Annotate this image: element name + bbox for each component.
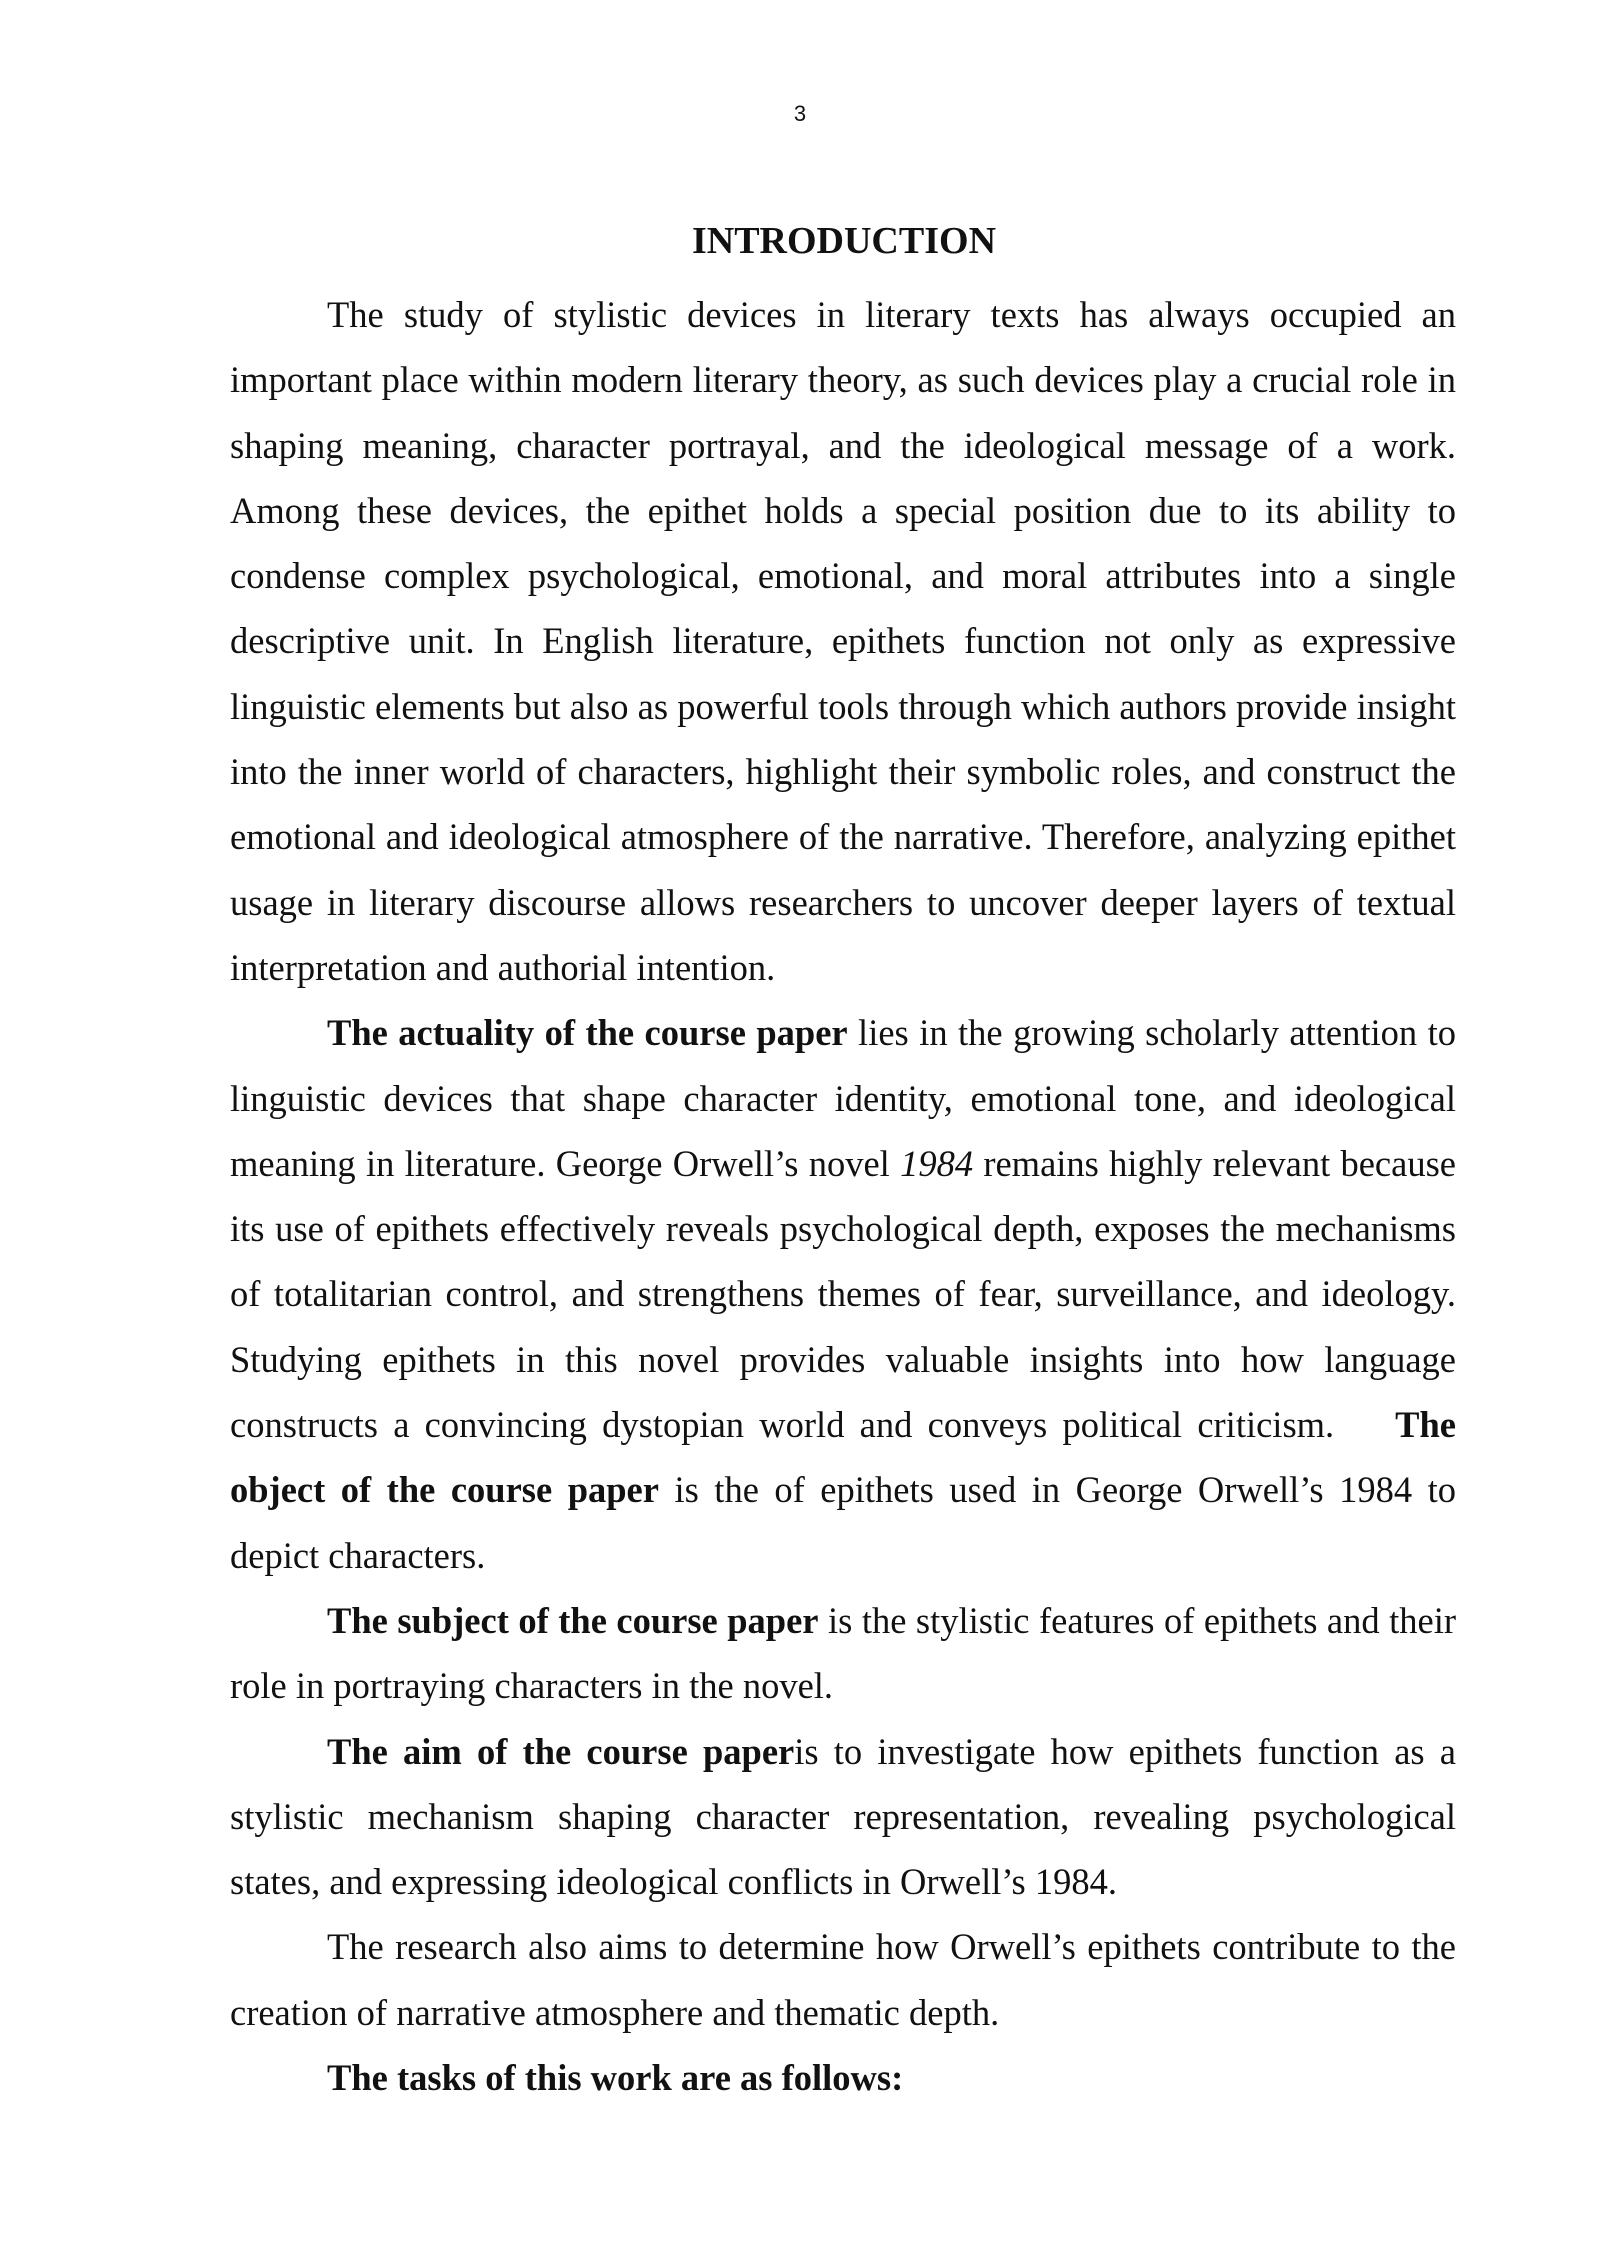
paragraph-actuality	[230, 1000, 1466, 1588]
paragraph-research: The research also aims to determine how Orwell’s epithets contribute to the creation of narrative atmosphere and thematic depth.	[230, 1926, 1456, 2033]
object-lead: The object of the course paper	[230, 1404, 1456, 1511]
aim-lead: The aim of the course paper	[327, 1730, 795, 1772]
actuality-text-a: lies in the growing scholarly attention to linguistic devices that shape character identity, emotional tone, and ideological meaning in literature. George Orwell’s novel	[230, 1012, 1456, 1184]
aim-text: is to investigate how epithets function as a stylistic mechanism shaping character representation, revealing psychological states, and expressing ideological conflicts in Orwell’s 1984.	[230, 1730, 1457, 1903]
subject-text: is the stylistic features of epithets and their role in portraying characters in the novel.	[230, 1599, 1456, 1707]
paragraph-tasks-heading: The tasks of this work are as follows:	[327, 2057, 904, 2099]
section-heading: INTRODUCTION	[691, 220, 997, 262]
paragraph-subject	[230, 1588, 1456, 1719]
paragraph-introduction: The study of stylistic devices in literary texts has always occupied an important place within modern literary theory, as such devices play a crucial role in shaping meaning, character portrayal, and the ideological message of a work. Among these devices, the epithet holds a special position due to its ability to condense complex psychological, emotional, and moral attributes into a single descriptive unit. In English literature, epithets function not only as expressive linguistic elements but also as powerful tools through which authors provide insight into the inner world of characters, highlight their symbolic roles, and construct the emotional and ideological atmosphere of the narrative. Therefore, analyzing epithet usage in literary discourse allows researchers to uncover deeper layers of textual interpretation and authorial intention.	[230, 294, 1456, 988]
page-number: 3	[793, 101, 807, 126]
paragraph-aim	[230, 1719, 1456, 1915]
subject-lead: The subject of the course paper	[327, 1599, 819, 1641]
novel-title: 1984	[900, 1142, 974, 1184]
actuality-lead: The actuality of the course paper	[327, 1012, 848, 1054]
actuality-text-b: remains highly relevant because its use of epithets effectively reveals psychological depth, exposes the mechanisms of totalitarian control, and strengthens themes of fear, surveillance, and ideology. Studying epithets in this novel provides valuable insights into how language constructs a convincing dystopian world and conveys political criticism.	[230, 1142, 1466, 1446]
document-body	[230, 282, 1466, 2110]
object-text: is the of epithets used in George Orwell’s 1984 to depict characters.	[230, 1469, 1456, 1576]
